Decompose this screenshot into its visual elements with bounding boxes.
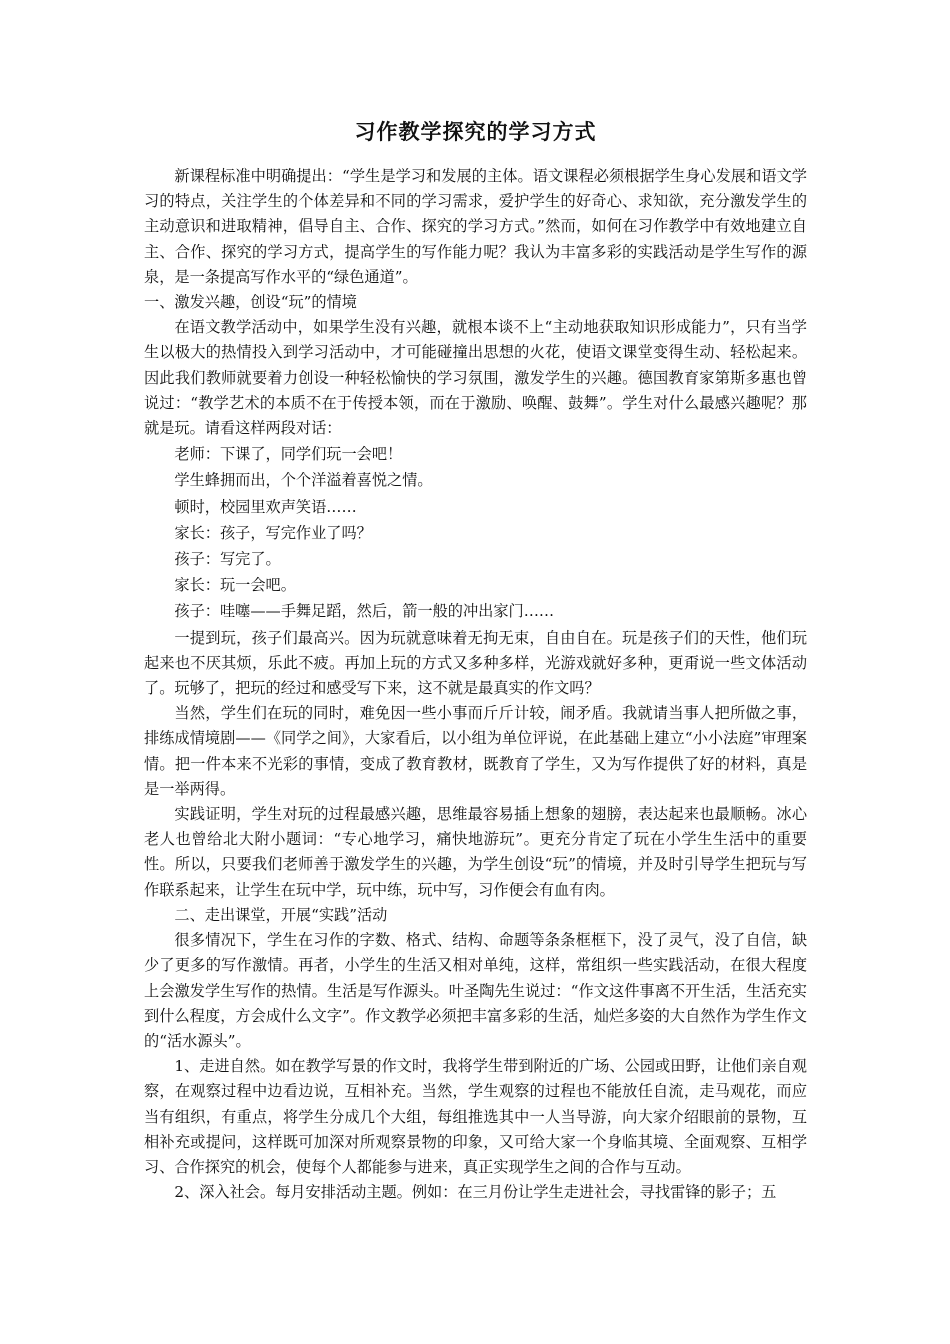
section-heading-1: 一、激发兴趣，创设“玩”的情境	[144, 293, 357, 312]
dialogue-line: 老师：下课了，同学们玩一会吧！	[174, 445, 403, 464]
dialogue-line: 学生蜂拥而出，个个洋溢着喜悦之情。	[174, 471, 433, 490]
document-title: 习作教学探究的学习方式	[354, 119, 597, 144]
dialogue-line: 孩子：写完了。	[174, 550, 281, 569]
dialogue-line: 顿时，校园里欢声笑语……	[174, 497, 357, 516]
body-paragraph: 当然，学生们在玩的同时，难免因一些小事而斤斤计较，闹矛盾。我就请当事人把所做之事，排练成情境剧——《同学之间》，大家看后，以小组为单位评说，在此基础上建立“小小法庭”审理案情。把一件本来不光彩的事情，变成了教育教材，既教育了学生，又为写作提供了好的材料，真是是一举两得。	[144, 704, 807, 798]
dialogue-line: 家长：玩一会吧。	[174, 576, 296, 595]
body-paragraph: 1、走进自然。如在教学写景的作文时，我将学生带到附近的广场、公园或田野，让他们亲自观察，在观察过程中边看边说，互相补充。当然，学生观察的过程也不能放任自流，走马观花，而应当有组织，有重点，将学生分成几个大组，每组推选其中一人当导游，向大家介绍眼前的景物，互相补充或提问，这样既可加深对所观察景物的印象，又可给大家一个身临其境、全面观察、互相学习、合作探究的机会，使每个人都能参与进来，真正实现学生之间的合作与互动。	[144, 1057, 807, 1176]
intro-paragraph: 新课程标准中明确提出：“学生是学习和发展的主体。语文课程必须根据学生身心发展和语文学习的特点，关注学生的个体差异和不同的学习需求，爱护学生的好奇心、求知欲，充分激发学生的主动意识和进取精神，倡导自主、合作、探究的学习方式。”然而，如何在习作教学中有效地建立自主、合作、探究的学习方式，提高学生的写作能力呢？我认为丰富多彩的实践活动是学生写作的源泉，是一条提高写作水平的“绿色通道”。	[144, 167, 807, 286]
dialogue-line: 家长：孩子，写完作业了吗？	[174, 523, 372, 542]
body-paragraph: 实践证明，学生对玩的过程最感兴趣，思维最容易插上想象的翅膀，表达起来也最顺畅。冰心老人也曾给北大附小题词：“专心地学习，痛快地游玩”。更充分肯定了玩在小学生生活中的重要性。所以，只要我们老师善于激发学生的兴趣，为学生创设“玩”的情境，并及时引导学生把玩与写作联系起来，让学生在玩中学，玩中练，玩中写，习作便会有血有肉。	[144, 805, 807, 899]
body-paragraph: 2、深入社会。每月安排活动主题。例如：在三月份让学生走进社会，寻找雷锋的影子；五	[174, 1183, 777, 1202]
document-body	[144, 164, 807, 1205]
body-paragraph: 一提到玩，孩子们最高兴。因为玩就意味着无拘无束，自由自在。玩是孩子们的天性，他们玩起来也不厌其烦，乐此不疲。再加上玩的方式又多种多样，光游戏就好多种，更甭说一些文体活动了。玩够了，把玩的经过和感受写下来，这不就是最真实的作文吗？	[144, 628, 807, 698]
body-paragraph: 在语文教学活动中，如果学生没有兴趣，就根本谈不上“主动地获取知识形成能力”，只有当学生以极大的热情投入到学习活动中，才可能碰撞出思想的火花，使语文课堂变得生动、轻松起来。因此我们教师就要着力创设一种轻松愉快的学习氛围，激发学生的兴趣。德国教育家第斯多惠也曾说过：“教学艺术的本质不在于传授本领，而在于激励、唤醒、鼓舞”。学生对什么最感兴趣呢？那就是玩。请看这样两段对话：	[144, 318, 807, 438]
section-heading-2: 二、走出课堂，开展“实践”活动	[174, 905, 388, 924]
dialogue-line: 孩子：哇噻——手舞足蹈，然后，箭一般的冲出家门……	[174, 602, 555, 621]
body-paragraph: 很多情况下，学生在习作的字数、格式、结构、命题等条条框框下，没了灵气，没了自信，缺少了更多的写作激情。再者，小学生的生活又相对单纯，这样，常组织一些实践活动，在很大程度上会激发学生写作的热情。生活是写作源头。叶圣陶先生说过：“作文这件事离不开生活，生活充实到什么程度，方会成什么文字”。作文教学必须把丰富多彩的生活，灿烂多姿的大自然作为学生作文的“活水源头”。	[144, 931, 807, 1050]
